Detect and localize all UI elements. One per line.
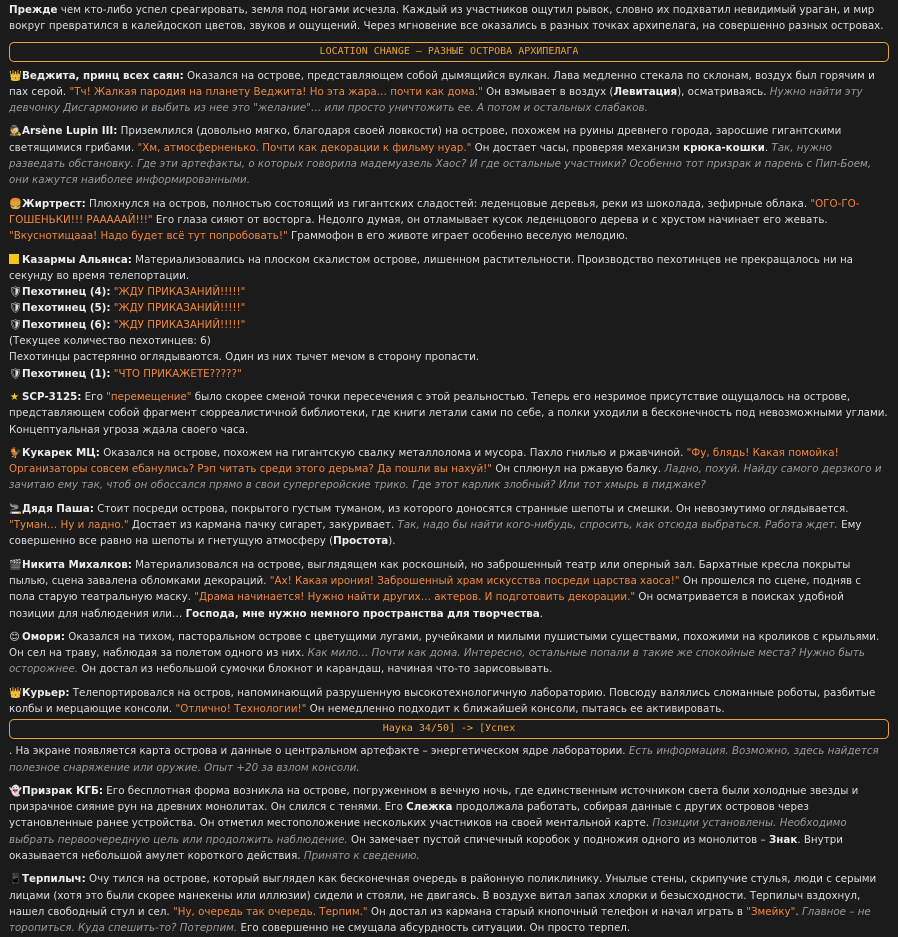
- entry-vegeta: 👑Веджита, принц всех саян: Оказался на острове, представляющем собой дымящийся вулкан. Лава медленно стекала по склонам, воздух был горячим и пах серой. "Тч! Жалкая пародия на планету Веджита! Но эта жара… почти как дома." Он взмывает в воздух (Левитация), осматриваясь. Нужно найти эту девчонку Дисгармонию и выбить из нее это "желание"… или просто уничтожить ее. А потом и остальных слабаков.: [9, 69, 875, 115]
- unit-line: 🛡Пехотинец (4): "ЖДУ ПРИКАЗАНИЙ!!!!!": [9, 284, 889, 300]
- smoke-icon: 🚬: [9, 502, 22, 515]
- entry-kukarek: 🐓Кукарек МЦ: Оказался на острове, похожем на гигантскую свалку металлолома и мусора. Пахло гнилью и ржавчиной. "Фу, блядь! Какая помойка! Организаторы совсем ебанулись? Рэп читать среди этого дерьма? Да пошли вы нахуй!" Он сплюнул на ржавую балку. Ладно, похуй. Найду самого дерзкого и зачитаю ему так, чтоб он обоссался прямо в свои супергеройские трико. Где этот карлик злобный? Или тот хмырь в пиджаке?: [9, 446, 882, 492]
- shield-icon: 🛡: [9, 367, 23, 380]
- unit-line: 🛡Пехотинец (5): "ЖДУ ПРИКАЗАНИЙ!!!!!": [9, 300, 889, 316]
- intro-paragraph: Прежде чем кто-либо успел среагировать, земля под ногами исчезла. Каждый из участников ощутил рывок, словно их подхватил невидимый ураган, и мир вокруг превратился в калейдоскоп цветов, звуков и ощущений. Через мгновение все оказались в разных точках архипелага, на совершенно разных островах.: [9, 4, 884, 33]
- entry-zhirtrest: 🍔Жиртрест: Плюхнулся на остров, полностью состоящий из гигантских сладостей: леденцовые деревья, реки из шоколада, зефирные облака. "ОГО-ГО-ГОШЕНЬКИ!!! РАААААЙ!!!" Его глаза сияют от восторга. Недолго думая, он отламывает кусок леденцового дерева и с хрустом начинает его жевать. "Вкуснотищааа! Надо будет всё тут попробовать!" Граммофон в его животе играет особенно веселую мелодию.: [9, 197, 860, 243]
- ghost-icon: 👻: [9, 784, 22, 797]
- entry-terpilych: 📱Терпилыч: Очу тился на острове, который выглядел как бесконечная очередь в районную поликлинику. Унылые стены, скрипучие стулья, люди с серыми лицами (хотя это были скорее манекены или иллюзии) сидели и стояли, не двигаясь. В воздухе витал запах хлорки и безысходности. Терпилыч вздохнул, нашел свободный стул и сел. "Ну, очередь так очередь. Терпим." Он достал из кармана старый кнопочный телефон и начал играть в "Змейку". Главное – не торопиться. Куда спешить-то? Потерпим. Его совершенно не смущала абсурдность ситуации. Он просто терпел.: [9, 873, 877, 935]
- entry-nikita: 🎬Никита Михалков: Материализовался на острове, выглядящем как роскошный, но заброшенный театр или оперный зал. Бархатные кресла покрыты пылью, сцена завалена обломками декораций. "Ах! Какая ирония! Заброшенный храм искусства посреди царства хаоса!" Он прошелся по сцене, подняв с пола старую театральную маску. "Драма начинается! Нужно найти других… актеров. И подготовить декорации." Он осматривается в поисках удобной позиции для наблюдения или… Господа, мне нужно немного пространства для творчества.: [9, 558, 862, 620]
- science-check-banner: Наука 34/50] -> [Успех: [9, 719, 889, 739]
- crown-icon: 👑: [9, 69, 22, 82]
- unit-line: 🛡Пехотинец (1): "ЧТО ПРИКАЖЕТЕ?????": [9, 366, 889, 382]
- entry-pasha: 🚬Дядя Паша: Стоит посреди острова, покрытого густым туманом, из которого доносятся странные шепоты и смешки. Он невозмутимо оглядывается. "Туман… Ну и ладно." Достает из кармана пачку сигарет, закуривает. Так, надо бы найти кого-нибудь, спросить, как отсюда выбраться. Работа ждет. Ему совершенно все равно на шепоты и гнетущую атмосферу (Простота).: [9, 502, 862, 548]
- clapper-icon: 🎬: [9, 558, 22, 571]
- rooster-icon: 🐓: [9, 446, 22, 459]
- barracks-note: Пехотинцы растерянно оглядываются. Один из них тычет мечом в сторону пропасти.: [9, 351, 480, 364]
- phone-icon: 📱: [9, 873, 22, 886]
- yellow-square-icon: [9, 254, 19, 264]
- science-result: . На экране появляется карта острова и данные о центральном артефакте – энергетическом ядре лаборатории. Есть информация. Возможно, здесь найдется полезное снаряжение или оружие. Опыт +20 за взлом консоли.: [9, 745, 879, 774]
- location-change-banner: LOCATION CHANGE – РАЗНЫЕ ОСТРОВА АРХИПЕЛАГА: [9, 42, 889, 62]
- entry-barracks: Казармы Альянса: Материализовались на плоском скалистом острове, лишенном растительности. Производство пехотинцев не прекращалось ни на секунду во время телепортации. 🛡Пехотинец (4): "ЖДУ ПРИКАЗАНИЙ!!!!!" 🛡Пехотинец (5): "ЖДУ ПРИКАЗАНИЙ!!!!!" 🛡Пехотинец (6): "ЖДУ ПРИКАЗАНИЙ!!!!!" (Текущее количество пехотинцев: 6) Пехотинцы растерянно оглядываются. Один из них тычет мечом в сторону пропасти. 🛡Пехотинец (1): "ЧТО ПРИКАЖЕТЕ?????": [9, 252, 889, 382]
- entry-kgb: 👻Призрак КГБ: Его бесплотная форма возникла на острове, погруженном в вечную ночь, где единственным источником света были холодные звезды и призрачное сияние рун на древних монолитах. Он слился с тенями. Его Слежка продолжала работать, собирая данные с других островов через установленные ранее устройства. Он отметил местоположение нескольких участников на своей ментальной карте. Позиции установлены. Необходимо выбрать первоочередную цель или продолжить наблюдение. Он замечает пустой спичечный коробок у подножия одного из монолитов – Знак. Внутри оказывается небольшой амулет короткого действия. Принято к сведению.: [9, 784, 859, 863]
- unit-line: 🛡Пехотинец (6): "ЖДУ ПРИКАЗАНИЙ!!!!!": [9, 317, 889, 333]
- unit-count: (Текущее количество пехотинцев: 6): [9, 335, 211, 348]
- detective-icon: 🕵: [9, 125, 22, 138]
- shield-icon: 🛡: [9, 318, 23, 331]
- shield-icon: 🛡: [9, 286, 23, 299]
- entry-scp: ★ SCP-3125: Его "перемещение" было скорее сменой точки пересечения с этой реальностью. Теперь его незримое присутствие ощущалось на острове, представляющем собой фрагмент сюрреалистичной библиотеки, где книги летали сами по себе, а полки уходили в бесконечность под невозможными углами. Концептуальная угроза ждала своего часа.: [9, 390, 888, 436]
- entry-lupin: 🕵Arsène Lupin III: Приземлился (довольно мягко, благодаря своей ловкости) на острове, похожем на руины древнего города, заросшие гигантскими светящимися грибами. "Хм, атмосферненько. Почти как декорации к фильму нуар." Он достает часы, проверяя механизм крюка-кошки. Так, нужно разведать обстановку. Где эти артефакты, о которых говорила мадемуазель Хаос? И где остальные участники? Особенно тот призрак и парень с Пип-Боем, они кажутся наиболее информированными.: [9, 125, 872, 187]
- smile-icon: 😊: [9, 630, 20, 643]
- star-icon: ★: [9, 390, 20, 403]
- shield-icon: 🛡: [9, 302, 23, 315]
- crown-icon: 👑: [9, 686, 22, 699]
- entry-courier: 👑Курьер: Телепортировался на остров, напоминающий разрушенную высокотехнологичную лабораторию. Повсюду валялись сломанные роботы, разбитые колбы и мерцающие консоли. "Отлично! Технологии!" Он немедленно подходит к ближайшей консоли, пытаясь ее активировать.: [9, 686, 876, 715]
- burger-icon: 🍔: [9, 197, 22, 210]
- entry-omori: 😊 Омори: Оказался на тихом, пасторальном острове с цветущими лугами, ручейками и милыми пушистыми существами, похожими на кроликов с крыльями. Он сел на траву, наблюдая за полетом одного из них. Как мило… Почти как дома. Интересно, остальные попали в такие же спокойные места? Нужно быть осторожнее. Он достал из небольшой сумочки блокнот и карандаш, начиная что-то зарисовывать.: [9, 630, 880, 676]
